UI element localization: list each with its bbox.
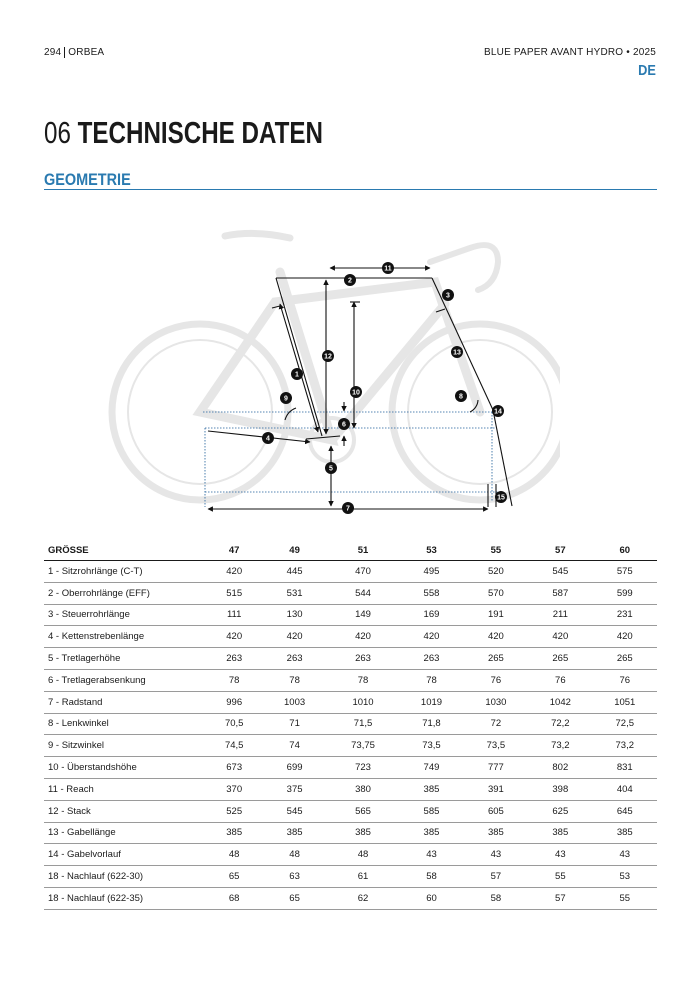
row-label: 18 - Nachlauf (622-35) [44, 887, 206, 909]
svg-text:13: 13 [453, 349, 461, 357]
row-label: 14 - Gabelvorlauf [44, 844, 206, 866]
table-cell: 73,5 [399, 735, 463, 757]
table-cell: 587 [528, 582, 592, 604]
table-cell: 74 [262, 735, 326, 757]
table-cell: 57 [464, 866, 528, 888]
table-cell: 58 [399, 866, 463, 888]
marker-8 [455, 390, 467, 402]
table-cell: 777 [464, 757, 528, 779]
table-row [44, 887, 657, 909]
table-cell: 43 [593, 844, 657, 866]
table-cell: 73,75 [327, 735, 399, 757]
table-cell: 370 [206, 778, 262, 800]
table-cell: 723 [327, 757, 399, 779]
svg-text:5: 5 [329, 465, 333, 473]
table-cell: 385 [206, 822, 262, 844]
table-cell: 673 [206, 757, 262, 779]
table-row [44, 866, 657, 888]
section-number: 06 [44, 115, 71, 150]
table-cell: 73,2 [593, 735, 657, 757]
table-cell: 404 [593, 778, 657, 800]
row-label: 9 - Sitzwinkel [44, 735, 206, 757]
table-cell: 169 [399, 604, 463, 626]
row-label: 2 - Oberrohrlänge (EFF) [44, 582, 206, 604]
table-cell: 1003 [262, 691, 326, 713]
section-heading: TECHNISCHE DATEN [77, 115, 324, 150]
table-cell: 470 [327, 561, 399, 583]
table-cell: 55 [528, 866, 592, 888]
table-row [44, 800, 657, 822]
table-cell: 57 [528, 887, 592, 909]
table-row [44, 822, 657, 844]
handlebar-outline [430, 245, 498, 290]
table-cell: 65 [206, 866, 262, 888]
marker-9 [280, 392, 292, 404]
table-cell: 1019 [399, 691, 463, 713]
table-cell: 599 [593, 582, 657, 604]
table-cell: 70,5 [206, 713, 262, 735]
table-row [44, 648, 657, 670]
table-cell: 48 [327, 844, 399, 866]
table-cell: 385 [399, 778, 463, 800]
table-cell: 570 [464, 582, 528, 604]
marker-14 [492, 405, 504, 417]
svg-text:1: 1 [295, 371, 299, 379]
marker-11 [382, 262, 394, 274]
table-cell: 71,8 [399, 713, 463, 735]
size-header: 55 [464, 541, 528, 561]
table-cell: 645 [593, 800, 657, 822]
table-cell: 420 [464, 626, 528, 648]
row-label: 4 - Kettenstrebenlänge [44, 626, 206, 648]
table-row [44, 778, 657, 800]
table-cell: 78 [327, 669, 399, 691]
table-cell: 43 [528, 844, 592, 866]
page-header-left [44, 47, 104, 58]
table-cell: 1042 [528, 691, 592, 713]
table-cell: 575 [593, 561, 657, 583]
row-label: 7 - Radstand [44, 691, 206, 713]
geometry-table [44, 541, 657, 910]
table-cell: 605 [464, 800, 528, 822]
page-number: 294 [44, 47, 62, 58]
size-column-header: GRÖSSE [44, 541, 206, 561]
publication-title: BLUE PAPER AVANT HYDRO • 2025 [484, 47, 656, 58]
table-cell: 520 [464, 561, 528, 583]
section-title [44, 113, 323, 153]
marker-6 [338, 418, 350, 430]
table-cell: 385 [327, 822, 399, 844]
svg-text:3: 3 [446, 292, 450, 300]
table-cell: 385 [399, 822, 463, 844]
table-cell: 78 [262, 669, 326, 691]
subsection-rule [44, 189, 657, 190]
table-cell: 53 [593, 866, 657, 888]
row-label: 3 - Steuerrohrlänge [44, 604, 206, 626]
svg-text:7: 7 [346, 505, 350, 513]
row-label: 13 - Gabellänge [44, 822, 206, 844]
table-cell: 1010 [327, 691, 399, 713]
svg-text:12: 12 [324, 353, 332, 361]
table-cell: 515 [206, 582, 262, 604]
table-cell: 375 [262, 778, 326, 800]
brand-name: ORBEA [68, 47, 105, 58]
table-row [44, 669, 657, 691]
table-cell: 43 [464, 844, 528, 866]
table-cell: 585 [399, 800, 463, 822]
table-cell: 385 [528, 822, 592, 844]
table-cell: 263 [206, 648, 262, 670]
table-cell: 391 [464, 778, 528, 800]
marker-2 [344, 274, 356, 286]
table-cell: 831 [593, 757, 657, 779]
row-label: 6 - Tretlagerabsenkung [44, 669, 206, 691]
table-cell: 78 [399, 669, 463, 691]
table-row [44, 561, 657, 583]
row-label: 5 - Tretlagerhöhe [44, 648, 206, 670]
marker-7 [342, 502, 354, 514]
table-cell: 544 [327, 582, 399, 604]
table-cell: 62 [327, 887, 399, 909]
row-label: 1 - Sitzrohrlänge (C-T) [44, 561, 206, 583]
bike-geometry-diagram [100, 222, 560, 522]
table-cell: 265 [464, 648, 528, 670]
table-cell: 545 [528, 561, 592, 583]
table-cell: 420 [327, 626, 399, 648]
row-label: 18 - Nachlauf (622-30) [44, 866, 206, 888]
table-cell: 1030 [464, 691, 528, 713]
svg-text:11: 11 [384, 265, 392, 273]
table-cell: 385 [593, 822, 657, 844]
marker-13 [451, 346, 463, 358]
table-cell: 48 [262, 844, 326, 866]
marker-10 [350, 386, 362, 398]
marker-4 [262, 432, 274, 444]
subsection-title: GEOMETRIE [44, 170, 131, 189]
table-cell: 420 [399, 626, 463, 648]
table-cell: 73,5 [464, 735, 528, 757]
table-cell: 72,5 [593, 713, 657, 735]
table-row [44, 757, 657, 779]
marker-15 [495, 491, 507, 503]
table-cell: 385 [262, 822, 326, 844]
table-cell: 802 [528, 757, 592, 779]
table-cell: 231 [593, 604, 657, 626]
table-row [44, 844, 657, 866]
table-header-row [44, 541, 657, 561]
marker-1 [291, 368, 303, 380]
svg-text:2: 2 [348, 277, 352, 285]
table-cell: 420 [528, 626, 592, 648]
table-cell: 63 [262, 866, 326, 888]
row-label: 10 - Überstandshöhe [44, 757, 206, 779]
table-cell: 420 [593, 626, 657, 648]
table-cell: 58 [464, 887, 528, 909]
table-cell: 565 [327, 800, 399, 822]
size-header: 53 [399, 541, 463, 561]
header-divider [64, 47, 65, 58]
marker-12 [322, 350, 334, 362]
table-cell: 72,2 [528, 713, 592, 735]
table-cell: 263 [399, 648, 463, 670]
bike-silhouette [112, 233, 560, 500]
table-cell: 398 [528, 778, 592, 800]
table-row [44, 735, 657, 757]
table-cell: 43 [399, 844, 463, 866]
table-cell: 71 [262, 713, 326, 735]
table-cell: 385 [464, 822, 528, 844]
row-label: 8 - Lenkwinkel [44, 713, 206, 735]
size-header: 51 [327, 541, 399, 561]
table-cell: 558 [399, 582, 463, 604]
size-header: 60 [593, 541, 657, 561]
table-cell: 380 [327, 778, 399, 800]
table-cell: 265 [593, 648, 657, 670]
table-cell: 420 [206, 626, 262, 648]
table-cell: 545 [262, 800, 326, 822]
svg-text:6: 6 [342, 421, 346, 429]
table-cell: 61 [327, 866, 399, 888]
table-row [44, 582, 657, 604]
svg-text:14: 14 [494, 408, 502, 416]
table-row [44, 691, 657, 713]
table-cell: 191 [464, 604, 528, 626]
table-row [44, 626, 657, 648]
table-cell: 625 [528, 800, 592, 822]
table-cell: 996 [206, 691, 262, 713]
table-cell: 76 [593, 669, 657, 691]
language-badge: DE [638, 62, 656, 79]
table-cell: 445 [262, 561, 326, 583]
table-cell: 111 [206, 604, 262, 626]
geometry-table-body [44, 561, 657, 910]
marker-3 [442, 289, 454, 301]
table-cell: 1051 [593, 691, 657, 713]
table-row [44, 604, 657, 626]
table-cell: 263 [327, 648, 399, 670]
table-cell: 60 [399, 887, 463, 909]
svg-text:10: 10 [352, 389, 360, 397]
size-header: 47 [206, 541, 262, 561]
table-cell: 76 [528, 669, 592, 691]
table-cell: 74,5 [206, 735, 262, 757]
size-header: 49 [262, 541, 326, 561]
table-cell: 68 [206, 887, 262, 909]
table-cell: 78 [206, 669, 262, 691]
table-cell: 531 [262, 582, 326, 604]
row-label: 12 - Stack [44, 800, 206, 822]
table-cell: 211 [528, 604, 592, 626]
table-cell: 420 [206, 561, 262, 583]
frame-outline [200, 272, 480, 440]
svg-text:8: 8 [459, 393, 463, 401]
table-cell: 65 [262, 887, 326, 909]
svg-text:15: 15 [497, 494, 505, 502]
table-cell: 130 [262, 604, 326, 626]
table-cell: 72 [464, 713, 528, 735]
svg-text:9: 9 [284, 395, 288, 403]
table-cell: 76 [464, 669, 528, 691]
table-cell: 48 [206, 844, 262, 866]
row-label: 11 - Reach [44, 778, 206, 800]
table-cell: 420 [262, 626, 326, 648]
table-cell: 265 [528, 648, 592, 670]
saddle-outline [225, 233, 290, 238]
table-cell: 495 [399, 561, 463, 583]
svg-text:4: 4 [266, 435, 270, 443]
table-cell: 525 [206, 800, 262, 822]
table-cell: 749 [399, 757, 463, 779]
table-cell: 55 [593, 887, 657, 909]
table-row [44, 713, 657, 735]
size-header: 57 [528, 541, 592, 561]
table-cell: 73,2 [528, 735, 592, 757]
table-cell: 263 [262, 648, 326, 670]
table-cell: 699 [262, 757, 326, 779]
marker-5 [325, 462, 337, 474]
table-cell: 149 [327, 604, 399, 626]
table-cell: 71,5 [327, 713, 399, 735]
